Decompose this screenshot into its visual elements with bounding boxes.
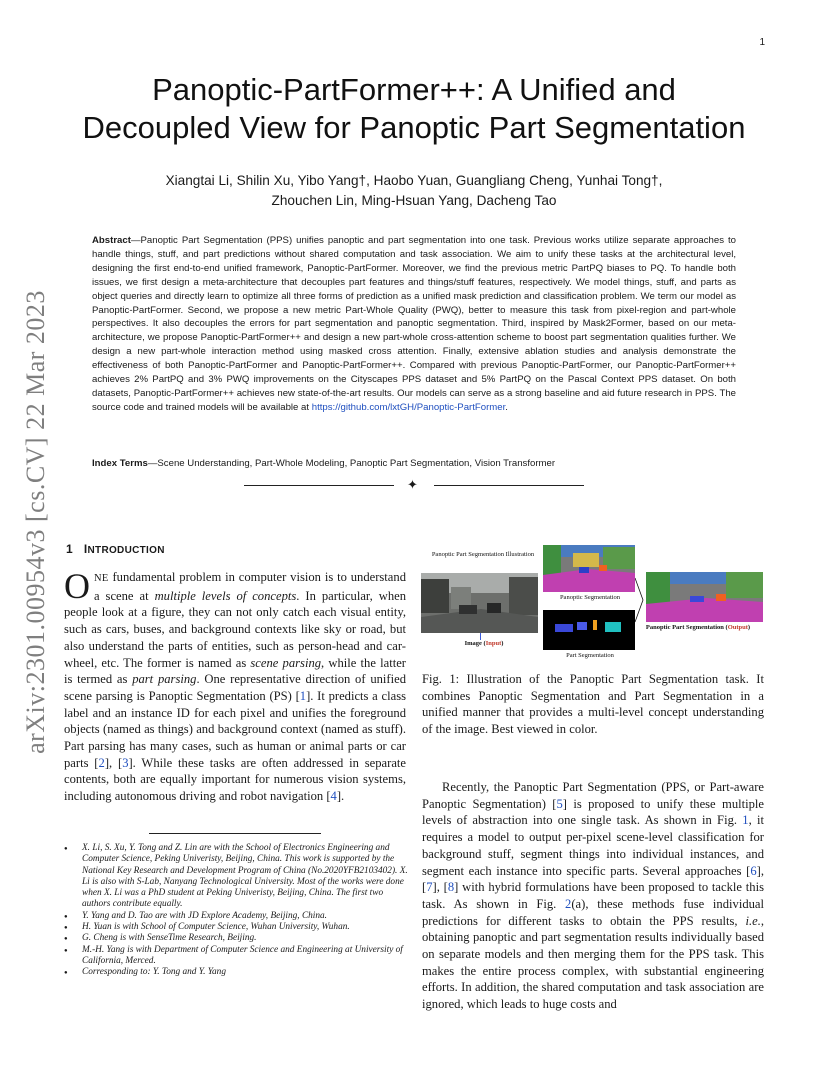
figure-1 <box>421 540 763 665</box>
part-segmentation-map <box>543 610 635 650</box>
figure-label-part: Part Segmentation <box>566 652 614 659</box>
index-terms <box>92 457 736 470</box>
arxiv-stamp <box>16 282 56 762</box>
label-pps-close: ) <box>747 624 751 631</box>
input-image-street-photo <box>421 573 538 633</box>
citation-link[interactable]: 4 <box>330 789 337 804</box>
section-number: 1 <box>66 542 73 556</box>
footnote-item: ● H. Yuan is with School of Computer Science, Wuhan University, Wuhan. <box>82 922 408 933</box>
intro-text: ]. <box>336 789 345 804</box>
intro-smallcaps: NE <box>94 573 109 584</box>
label-image-text: Image ( <box>464 640 486 647</box>
footnotes <box>64 843 408 979</box>
figure-link[interactable]: 2 <box>565 896 572 911</box>
right-column-paragraph <box>422 779 764 1013</box>
index-terms-text: —Scene Understanding, Part-Whole Modeling, Panoptic Part Segmentation, Vision Transformer <box>147 458 556 469</box>
intro-emphasis: scene parsing <box>250 655 322 670</box>
citation-link[interactable]: 2 <box>98 755 105 770</box>
body-text: ] is proposed to unify these multiple levels of abstraction into one single task. As shown in Fig. <box>422 796 764 828</box>
page-number: 1 <box>759 37 765 48</box>
label-image-close: ) <box>501 640 504 647</box>
index-terms-label: Index Terms <box>92 458 148 469</box>
body-text: ], [ <box>432 880 448 895</box>
figure-label-illustration: Panoptic Part Segmentation Illustration <box>431 551 535 558</box>
merge-arrows-icon <box>635 570 645 630</box>
pps-output-map <box>646 572 763 622</box>
code-link[interactable]: https://github.com/lxtGH/Panoptic-PartFormer <box>311 401 506 413</box>
arrow-up-icon <box>480 633 482 640</box>
intro-emphasis: part parsing <box>132 672 197 687</box>
body-text: Recently, the Panoptic Part Segmentation (PPS, or Part-aware Panoptic Segmentation) [ <box>422 780 764 811</box>
intro-emphasis: multiple levels of concepts <box>154 588 297 603</box>
abstract <box>92 234 736 415</box>
separator-line-left <box>244 485 394 486</box>
label-output-text: Output <box>727 624 748 631</box>
author-list <box>80 171 748 211</box>
footnote-item: ● M.-H. Yang is with Department of Computer Science and Engineering at University of California, Merced. <box>82 945 408 968</box>
citation-link[interactable]: 8 <box>447 880 455 895</box>
footnote-item: ● Corresponding to: Y. Tong and Y. Yang <box>82 967 408 978</box>
body-text: (a), these methods fuse individual predictions for different tasks to obtain the PPS results, <box>422 896 765 928</box>
section-title-first: I <box>83 542 88 556</box>
section-separator <box>244 479 584 493</box>
paper-title <box>60 71 768 147</box>
citation-link[interactable]: 5 <box>556 796 563 811</box>
label-input-text: Input <box>485 640 502 647</box>
citation-link[interactable]: 6 <box>750 863 757 878</box>
intro-text: . In particular, when people look at a figure, they can not only catch each visual entity, such as cars, buses, and background contexts like sky or road, but also understand the parts of entities, such as person-head and car-wheel, etc. The former is named as <box>64 588 406 670</box>
body-text: ] with hybrid formulations have been proposed to tackle this task. As shown in Fig. <box>422 880 764 911</box>
intro-text: ]. While these tasks are often addressed in separate contents, both are equally important for numerous vision systems, including autonomous driving and robot navigation [ <box>64 755 407 804</box>
footnote-rule <box>149 833 321 834</box>
figure-label-panoptic: Panoptic Segmentation <box>559 594 621 601</box>
label-pps-text: Panoptic Part Segmentation ( <box>645 624 728 631</box>
intro-text: ]. It predicts a class label and an instance ID for each pixel and unifies the foreground objects (named as things) and background context (named as stuff). Part parsing has many cases, such as human or animal parts or car parts [ <box>64 688 406 770</box>
arxiv-stamp-text: arXiv:2301.00954v3 [cs.CV] 22 Mar 2023 <box>21 290 50 754</box>
footnote-item: ● Y. Yang and D. Tao are with JD Explore Academy, Beijing, China. <box>82 911 408 922</box>
dropcap: O <box>64 566 90 606</box>
authors-line-1: Xiangtai Li, Shilin Xu, Yibo Yang†, Haobo Yuan, Guangliang Cheng, Yunhai Tong†, <box>165 173 663 188</box>
figure-1-caption: Fig. 1: Illustration of the Panoptic Part Segmentation task. It combines Panoptic Segmentation and Part Segmentation in a unified manner that provides a multi-level concept understanding of the image. Best viewed in color. <box>422 672 764 737</box>
abstract-end: . <box>505 401 508 413</box>
body-text: ], [ <box>422 863 764 895</box>
title-line-1: Panoptic-PartFormer++: A Unified and <box>152 72 676 107</box>
body-text: , obtaining panoptic and part segmentation results individually based on separate models and then merging them for the PPS task. This makes the entire process complex, with substantial engineering efforts. In addition, the shared computation and task association are ignored, which leads to huge costs and <box>422 913 764 1012</box>
figure-link[interactable]: 1 <box>742 813 749 828</box>
abstract-label: Abstract <box>92 235 131 246</box>
intro-text: , while the latter is termed as <box>64 655 406 687</box>
panoptic-segmentation-map <box>543 545 635 592</box>
footnote-item: ● X. Li, S. Xu, Y. Tong and Z. Lin are with the School of Electronics Engineering and Computer Science, Peking Univeristy, Beijing, China. This work is supported by the National Key Research and Development Program of China (No.2020YFB2103402). X. Li is also with S-Lab, Nanyang Technological University. Most of the works were done when X. Li was a PhD student at Peking Univeristy, Beijing, China. The first two authors contribute equally. <box>82 843 408 911</box>
body-text: , it requires a model to output per-pixel scene-level classification for background stuff, segment things into individual instances, and segment each instance into specific parts. Several approaches [ <box>422 813 764 878</box>
intro-text: . One representative direction of unified scene parsing is Panoptic Segmentation (PS) [ <box>64 672 406 703</box>
footnote-item: ● G. Cheng is with SenseTime Research, Beijing. <box>82 933 408 944</box>
figure-label-output <box>633 624 763 631</box>
authors-line-2: Zhouchen Lin, Ming-Hsuan Yang, Dacheng Tao <box>271 193 557 208</box>
separator-diamond-icon: ✦ <box>407 478 418 493</box>
intro-paragraph <box>64 566 407 805</box>
title-line-2: Decoupled View for Panoptic Part Segmentation <box>82 110 746 145</box>
citation-link[interactable]: 7 <box>426 880 433 895</box>
separator-line-right <box>434 485 584 486</box>
intro-text: ], [ <box>104 755 123 770</box>
abstract-text: —Panoptic Part Segmentation (PPS) unifies panoptic and part segmentation into one task. Previous works utilize separate approaches to handle things, stuff, and part predictions without shared computation and task association. We aim to unify these tasks at the architectural level, designing the first end-to-end unified framework, Panoptic-PartFormer. Moreover, we find the previous metric PartPQ biases to PQ. To handle both issues, we first design a meta-architecture that decouples part features and things/stuff features, respectively. We model things, stuff, and parts as object queries and directly learn to optimize all three forms of prediction as a unified mask prediction and classification problem. We term our model as Panoptic-PartFormer. Second, we propose a new metric Part-Whole Quality (PWQ), better to measure this task from pixel-region and part-whole perspectives. It also decouples the errors for part segmentation and panoptic segmentation. Third, inspired by Mask2Former, based on our meta-architecture, we propose Panoptic-PartFormer++ and design a new part-whole cross-attention scheme to boost part segmentation qualities further. We design a new part-whole interaction method using masked cross attention. Finally, extensive ablation studies and analysis demonstrate the effectiveness of both Panoptic-PartFormer and Panoptic-PartFormer++. Compared with previous Panoptic-PartFormer, our Panoptic-PartFormer++ achieves 2% PartPQ and 3% PWQ improvements on the Cityscapes PPS dataset and 5% PartPQ on the Pascal Context PPS dataset. On both datasets, Panoptic-PartFormer++ achieves new state-of-the-art results. Our models can serve as a strong baseline and aid future research in PPS. The source code and trained models will be available at <box>92 235 736 413</box>
figure-label-input <box>439 640 529 647</box>
intro-text: fundamental problem in computer vision is to understand a scene at <box>94 570 406 603</box>
body-emphasis: i.e. <box>745 913 761 928</box>
section-title-rest: NTRODUCTION <box>87 545 165 556</box>
citation-link[interactable]: 1 <box>299 688 307 703</box>
section-heading-introduction <box>66 542 165 556</box>
citation-link[interactable]: 3 <box>122 755 129 770</box>
